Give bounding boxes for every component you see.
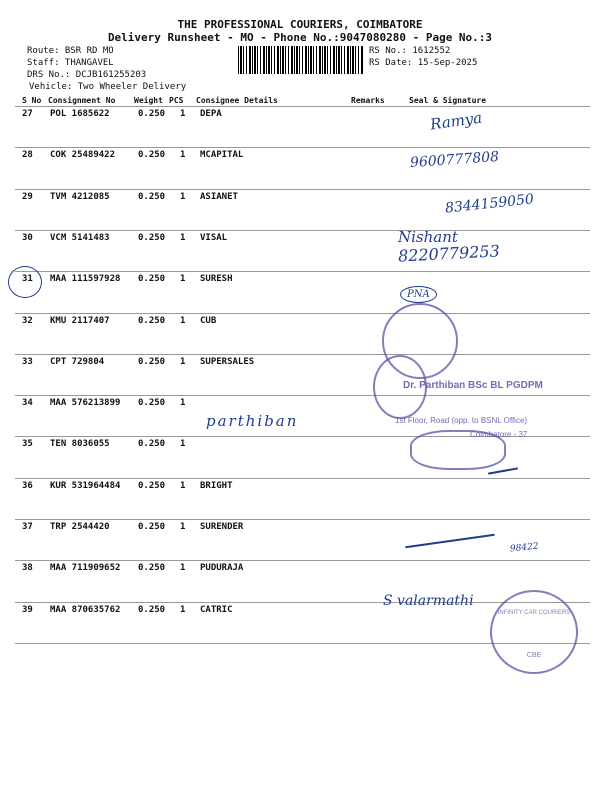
pieces-count: 1 (180, 315, 186, 326)
signature-30: Nishant (398, 228, 458, 246)
pieces-count: 1 (180, 522, 186, 532)
pieces-count: 1 (180, 150, 186, 161)
circle-mark (8, 266, 42, 298)
pna-mark: PNA (400, 286, 437, 303)
consignee-name: ASIANET (200, 191, 238, 202)
serial-number: 38 (22, 563, 33, 574)
consignment-number: CPT 729804 (50, 356, 105, 367)
consignee-name: VISAL (200, 232, 228, 243)
consignment-number: VCM 5141483 (50, 232, 110, 243)
handwritten-number-37: 98422 (509, 541, 540, 555)
stamp-text-3: Coimbatore - 37 (470, 430, 528, 439)
pieces-count: 1 (180, 356, 186, 367)
consignment-number: MAA 870635762 (50, 604, 121, 615)
header-divider (15, 106, 590, 107)
rs-date-text: RS Date: 15-Sep-2025 (369, 58, 478, 68)
consignee-name: BRIGHT (200, 480, 233, 491)
pieces-count: 1 (180, 439, 186, 450)
serial-number: 28 (22, 150, 33, 161)
handwritten-phone-29: 8344159050 (444, 191, 535, 217)
row-divider (15, 230, 590, 231)
company-title: THE PROFESSIONAL COURIERS, COIMBATORE (177, 18, 423, 31)
consignment-number: MAA 711909652 (50, 563, 121, 574)
table-row (0, 357, 600, 398)
consignee-name: SURESH (200, 274, 233, 285)
signature-39: S valarmathi (383, 593, 474, 609)
weight-value: 0.250 (138, 522, 166, 532)
row-divider (15, 147, 590, 148)
consignment-number: TRP 2544420 (50, 522, 110, 532)
pieces-count: 1 (180, 274, 186, 285)
pieces-count: 1 (180, 232, 186, 243)
consignment-number: MAA 576213899 (50, 398, 121, 409)
serial-number: 29 (22, 191, 33, 202)
pieces-count: 1 (180, 191, 186, 202)
serial-number: 39 (22, 604, 33, 615)
consignee-name: CUB (200, 315, 217, 326)
consignment-number: COK 25489422 (50, 150, 116, 161)
serial-number: 31 (22, 274, 33, 285)
weight-value: 0.250 (138, 439, 166, 450)
consignee-name: CATRIC (200, 604, 233, 615)
weight-value: 0.250 (138, 232, 166, 243)
serial-number: 33 (22, 356, 33, 367)
weight-value: 0.250 (138, 480, 166, 491)
row-divider (15, 354, 590, 355)
row-divider (15, 478, 590, 479)
weight-value: 0.250 (138, 563, 166, 574)
staff-text: Staff: THANGAVEL (27, 58, 114, 68)
col-weight: Weight (134, 96, 163, 105)
serial-number: 36 (22, 480, 33, 491)
table-row (0, 233, 600, 274)
weight-value: 0.250 (138, 274, 166, 285)
consignment-number: TEN 8036055 (50, 439, 110, 450)
row-divider (15, 560, 590, 561)
weight-value: 0.250 (138, 398, 166, 409)
consignment-number: TVM 4212085 (50, 191, 110, 202)
consignee-name: PUDURAJA (200, 563, 244, 574)
col-seal: Seal & Signature (409, 96, 487, 105)
weight-value: 0.250 (138, 191, 166, 202)
handwritten-phone-30: 8220779253 (397, 241, 501, 266)
row-divider (15, 519, 590, 520)
weight-value: 0.250 (138, 109, 166, 119)
table-row (0, 109, 600, 150)
consignment-number: MAA 111597928 (50, 274, 121, 285)
handwritten-name-34: parthiban (206, 412, 299, 430)
consignee-name: SUPERSALES (200, 356, 255, 367)
weight-value: 0.250 (138, 150, 166, 161)
table-row (0, 274, 600, 315)
consignment-number: KMU 2117407 (50, 315, 110, 326)
stamp-text-2: 1st Floor, Road (opp. to BSNL Office) (395, 416, 528, 425)
stamp-text-1: Dr. Parthiban BSc BL PGDPM (403, 380, 543, 391)
row-divider (15, 395, 590, 396)
handwritten-phone-28: 9600777808 (409, 148, 500, 172)
table-row (0, 522, 600, 563)
consignee-name: SURENDER (200, 522, 244, 532)
table-row (0, 150, 600, 191)
runsheet-subtitle: Delivery Runsheet - MO - Phone No.:9047080280 - Page No.:3 (107, 31, 493, 44)
consignment-number: KUR 531964484 (50, 480, 121, 491)
weight-value: 0.250 (138, 315, 166, 326)
oval-stamp (410, 430, 506, 470)
pieces-count: 1 (180, 398, 186, 409)
route-text: Route: BSR RD MO (27, 46, 114, 56)
barcode (238, 46, 364, 74)
pieces-count: 1 (180, 563, 186, 574)
row-divider (15, 189, 590, 190)
consignment-number: POL 1685622 (50, 109, 110, 119)
serial-number: 32 (22, 315, 33, 326)
drs-text: DRS No.: DCJB161255203 (27, 70, 147, 80)
meta-left (27, 45, 186, 93)
serial-number: 35 (22, 439, 33, 450)
serial-number: 37 (22, 522, 33, 532)
meta-right (369, 45, 477, 69)
table-row (0, 481, 600, 522)
col-pcs: PCS (169, 96, 184, 105)
pieces-count: 1 (180, 480, 186, 491)
row-divider (15, 313, 590, 314)
pieces-count: 1 (180, 109, 186, 119)
col-consignee: Consignee Details (196, 96, 278, 105)
table-row (0, 316, 600, 357)
serial-number: 30 (22, 232, 33, 243)
col-remarks: Remarks (351, 96, 385, 105)
col-sno: S No (22, 96, 42, 105)
weight-value: 0.250 (138, 356, 166, 367)
weight-value: 0.250 (138, 604, 166, 615)
vehicle-text: Vehicle: Two Wheeler Delivery (29, 82, 187, 92)
infinity-stamp (490, 590, 578, 674)
consignee-name: MCAPITAL (200, 150, 244, 161)
table-row (0, 439, 600, 480)
signature-27: Ramya (429, 108, 484, 134)
serial-number: 34 (22, 398, 33, 409)
col-consignment: Consignment No (48, 96, 116, 105)
serial-number: 27 (22, 109, 33, 119)
pieces-count: 1 (180, 604, 186, 615)
consignee-name: DEPA (200, 109, 222, 119)
infinity-stamp-city: CBE (526, 652, 542, 659)
rs-no-text: RS No.: 1612552 (369, 46, 451, 56)
row-divider (15, 271, 590, 272)
infinity-stamp-text: INFINITY CAR COURIERS (497, 610, 571, 616)
